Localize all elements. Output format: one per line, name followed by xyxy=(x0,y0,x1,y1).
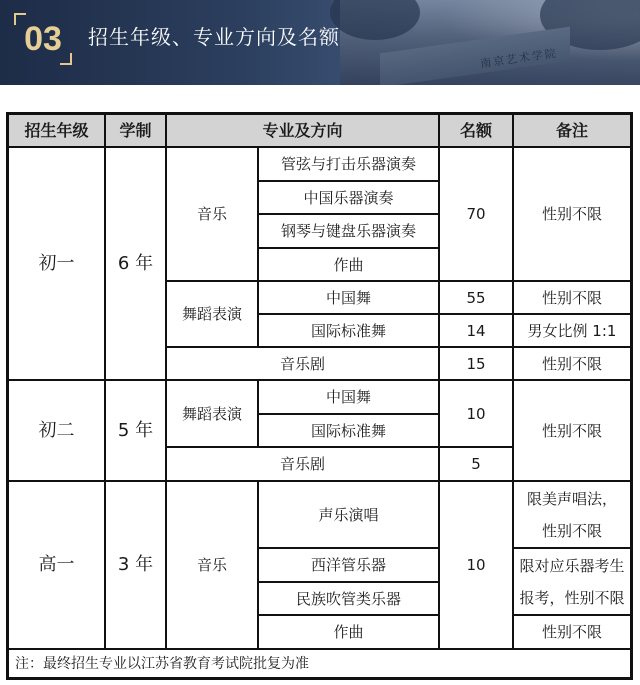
section-number-badge xyxy=(14,13,72,65)
header-grade: 招生年级 xyxy=(8,114,105,147)
note-cell: 性别不限 xyxy=(513,147,631,281)
note-cell xyxy=(513,548,631,615)
major-direction-cell: 作曲 xyxy=(258,248,439,281)
major-group-cell: 音乐 xyxy=(166,147,258,281)
major-direction-cell: 中国舞 xyxy=(258,281,439,314)
note-cell: 男女比例 1:1 xyxy=(513,314,631,347)
note-cell: 性别不限 xyxy=(513,347,631,380)
quota-cell: 10 xyxy=(439,481,513,649)
section-title: 招生年级、专业方向及名额 xyxy=(88,25,340,49)
section-banner xyxy=(0,0,640,85)
note-cell xyxy=(513,481,631,548)
note-line: 性别不限 xyxy=(541,521,602,540)
section-number: 03 xyxy=(24,20,62,58)
header-notes: 备注 xyxy=(513,114,631,147)
header-quota: 名额 xyxy=(439,114,513,147)
quota-cell: 15 xyxy=(439,347,513,380)
note-cell: 性别不限 xyxy=(513,615,631,649)
note-cell: 性别不限 xyxy=(513,281,631,314)
major-group-cell: 舞蹈表演 xyxy=(166,281,258,347)
major-direction-cell: 音乐剧 xyxy=(166,347,439,380)
major-group-cell: 舞蹈表演 xyxy=(166,380,258,447)
enrollment-table xyxy=(6,112,633,680)
major-direction-cell: 中国乐器演奏 xyxy=(258,181,439,214)
major-direction-cell: 音乐剧 xyxy=(166,447,439,481)
major-direction-cell: 钢琴与键盘乐器演奏 xyxy=(258,214,439,248)
duration-cell: 3 年 xyxy=(105,481,166,649)
campus-photo xyxy=(340,0,640,85)
note-cell: 性别不限 xyxy=(513,380,631,481)
duration-cell: 6 年 xyxy=(105,147,166,380)
major-direction-cell: 国际标准舞 xyxy=(258,314,439,347)
quota-cell: 10 xyxy=(439,380,513,447)
major-group-cell: 音乐 xyxy=(166,481,258,649)
quota-cell: 14 xyxy=(439,314,513,347)
quota-cell: 55 xyxy=(439,281,513,314)
note-line: 报考，性别不限 xyxy=(519,588,625,607)
header-major: 专业及方向 xyxy=(166,114,439,147)
footnote: 注：最终招生专业以江苏省教育考试院批复为准 xyxy=(8,649,631,678)
major-direction-cell: 国际标准舞 xyxy=(258,414,439,447)
major-direction-cell: 作曲 xyxy=(258,615,439,649)
quota-cell: 70 xyxy=(439,147,513,281)
note-line: 限美声唱法， xyxy=(526,489,617,508)
grade-cell: 高一 xyxy=(8,481,105,649)
major-direction-cell: 中国舞 xyxy=(258,380,439,414)
campus-sign: 南京艺术学院 xyxy=(479,46,559,71)
major-direction-cell: 声乐演唱 xyxy=(258,481,439,548)
duration-cell: 5 年 xyxy=(105,380,166,481)
quota-cell: 5 xyxy=(439,447,513,481)
note-line: 限对应乐器考生 xyxy=(519,556,625,575)
major-direction-cell: 民族吹管类乐器 xyxy=(258,582,439,615)
header-duration: 学制 xyxy=(105,114,166,147)
grade-cell: 初一 xyxy=(8,147,105,380)
major-direction-cell: 西洋管乐器 xyxy=(258,548,439,582)
major-direction-cell: 管弦与打击乐器演奏 xyxy=(258,147,439,181)
grade-cell: 初二 xyxy=(8,380,105,481)
